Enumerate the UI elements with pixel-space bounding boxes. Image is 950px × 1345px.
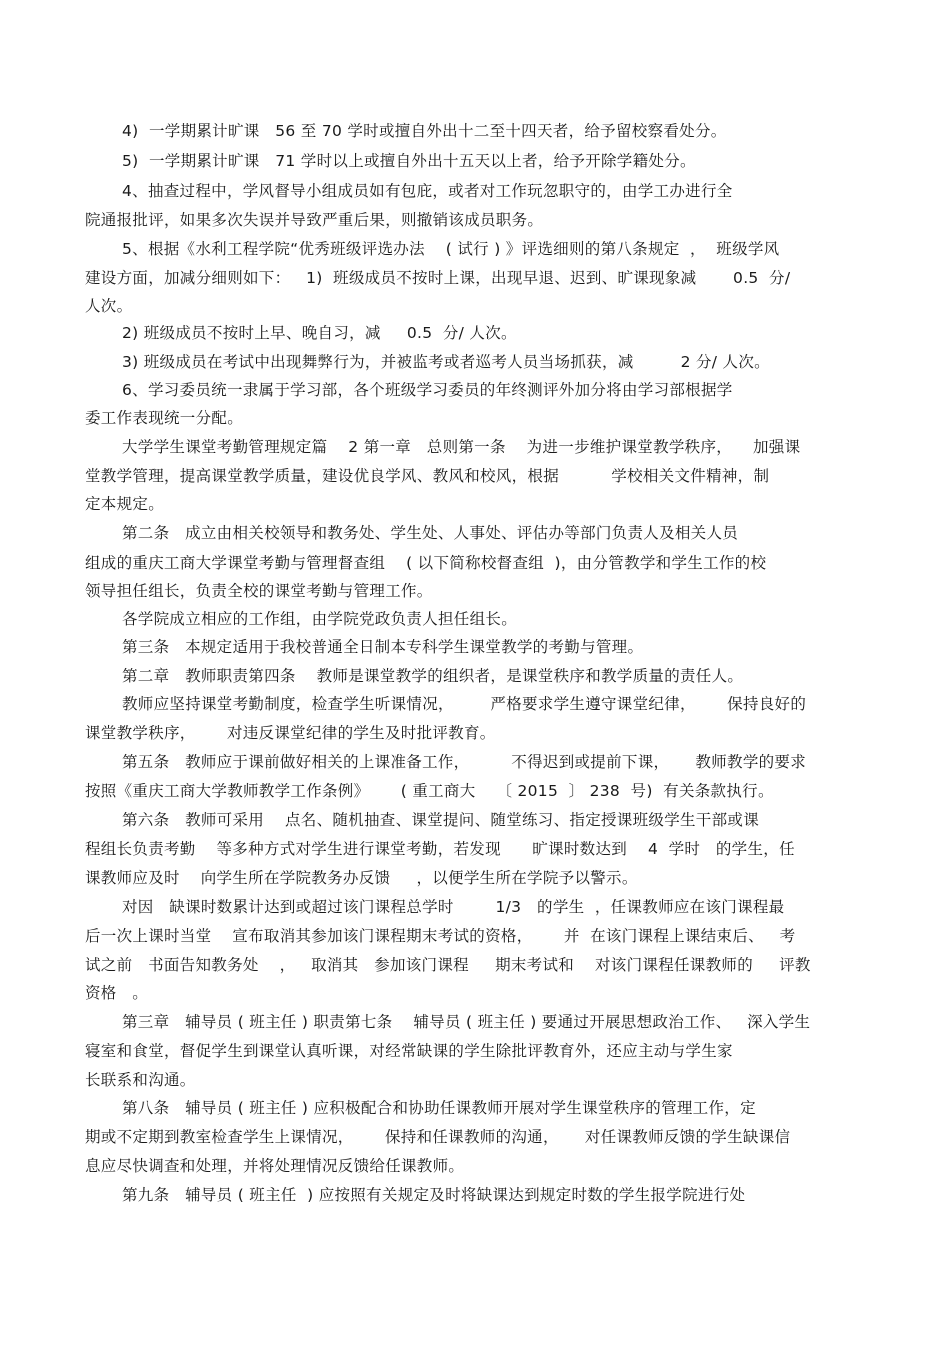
text-line: 建设方面，加减分细则如下： 1) 班级成员不按时上课，出现早退、迟到、旷课现象减 0.5 分/ [85, 269, 791, 287]
text-line: 委工作表现统一分配。 [85, 409, 244, 427]
text-line: 第二章 教师职责第四条 教师是课堂教学的组织者，是课堂秩序和教学质量的责任人。 [122, 667, 744, 685]
text-line: 第六条 教师可采用 点名、随机抽查、课堂提问、随堂练习、指定授课班级学生干部或课 [122, 811, 759, 829]
text-line: 试之前 书面告知教务处 ， 取消其 参加该门课程 期末考试和 对该门课程任课教师的 评教 [85, 956, 811, 974]
text-line: 堂教学管理，提高课堂教学质量，建设优良学风、教风和校风，根据 学校相关文件精神，制 [85, 467, 770, 485]
text-line: 息应尽快调查和处理，并将处理情况反馈给任课教师。 [85, 1157, 465, 1175]
text-line: 长联系和沟通。 [85, 1071, 196, 1089]
text-line: 第八条 辅导员 ( 班主任 ) 应积极配合和协助任课教师开展对学生课堂秩序的管理工作，定 [122, 1099, 756, 1117]
text-line: 5、根据《水利工程学院“优秀班级评选办法 ( 试行 ) 》评选细则的第八条规定 ， 班级学风 [122, 240, 780, 258]
text-line: 人次。 [85, 297, 133, 315]
text-line: 第三章 辅导员 ( 班主任 ) 职责第七条 辅导员 ( 班主任 ) 要通过开展思想政治工作、 深入学生 [122, 1013, 811, 1031]
text-line: 按照《重庆工商大学教师教学工作条例》 ( 重工商大 〔 2015 〕 238 号) 有关条款执行。 [85, 782, 774, 800]
text-line: 寝室和食堂，督促学生到课堂认真听课，对经常缺课的学生除批评教育外，还应主动与学生家 [85, 1042, 733, 1060]
text-line: 课堂教学秩序， 对违反课堂纪律的学生及时批评教育。 [85, 724, 496, 742]
text-line: 6、学习委员统一隶属于学习部，各个班级学习委员的年终测评外加分将由学习部根据学 [122, 381, 733, 399]
text-line: 程组长负责考勤 等多种方式对学生进行课堂考勤，若发现 旷课时数达到 4 学时 的学生，任 [85, 840, 795, 858]
text-line: 组成的重庆工商大学课堂考勤与管理督查组 ( 以下简称校督查组 )，由分管教学和学生工作的校 [85, 554, 767, 572]
text-line: 定本规定。 [85, 495, 165, 513]
text-line: 院通报批评，如果多次失误并导致严重后果，则撤销该成员职务。 [85, 211, 544, 229]
text-line: 第三条 本规定适用于我校普通全日制本专科学生课堂教学的考勤与管理。 [122, 638, 644, 656]
text-line: 课教师应及时 向学生所在学院教务办反馈 ，以便学生所在学院予以警示。 [85, 869, 638, 887]
text-line: 3) 班级成员在考试中出现舞弊行为，并被监考或者巡考人员当场抓获，减 2 分/ 人次。 [122, 353, 770, 371]
text-line: 领导担任组长，负责全校的课堂考勤与管理工作。 [85, 582, 433, 600]
text-line: 4) 一学期累计旷课 56 至 70 学时或擅自外出十二至十四天者，给予留校察看处分。 [122, 122, 727, 140]
text-line: 对因 缺课时数累计达到或超过该门课程总学时 1/3 的学生 ，任课教师应在该门课程最 [122, 898, 785, 916]
text-line: 2) 班级成员不按时上早、晚自习，减 0.5 分/ 人次。 [122, 324, 517, 342]
text-line: 5) 一学期累计旷课 71 学时以上或擅自外出十五天以上者，给予开除学籍处分。 [122, 152, 696, 170]
text-line: 第九条 辅导员 ( 班主任 ) 应按照有关规定及时将缺课达到规定时数的学生报学院进行处 [122, 1186, 746, 1204]
text-line: 教师应坚持课堂考勤制度，检查学生听课情况， 严格要求学生遵守课堂纪律， 保持良好的 [122, 695, 807, 713]
text-line: 资格 。 [85, 984, 149, 1002]
text-line: 4、抽查过程中，学风督导小组成员如有包庇，或者对工作玩忽职守的，由学工办进行全 [122, 182, 733, 200]
text-line: 大学学生课堂考勤管理规定篇 2 第一章 总则第一条 为进一步维护课堂教学秩序， 加强课 [122, 438, 801, 456]
text-line: 期或不定期到教室检查学生上课情况， 保持和任课教师的沟通， 对任课教师反馈的学生缺课信 [85, 1128, 791, 1146]
text-line: 第二条 成立由相关校领导和教务处、学生处、人事处、评估办等部门负责人及相关人员 [122, 524, 739, 542]
text-line: 后一次上课时当堂 宣布取消其参加该门课程期末考试的资格， 并 在该门课程上课结束后、 考 [85, 927, 796, 945]
text-line: 各学院成立相应的工作组，由学院党政负责人担任组长。 [122, 610, 518, 628]
text-line: 第五条 教师应于课前做好相关的上课准备工作， 不得迟到或提前下课， 教师教学的要求 [122, 753, 807, 771]
